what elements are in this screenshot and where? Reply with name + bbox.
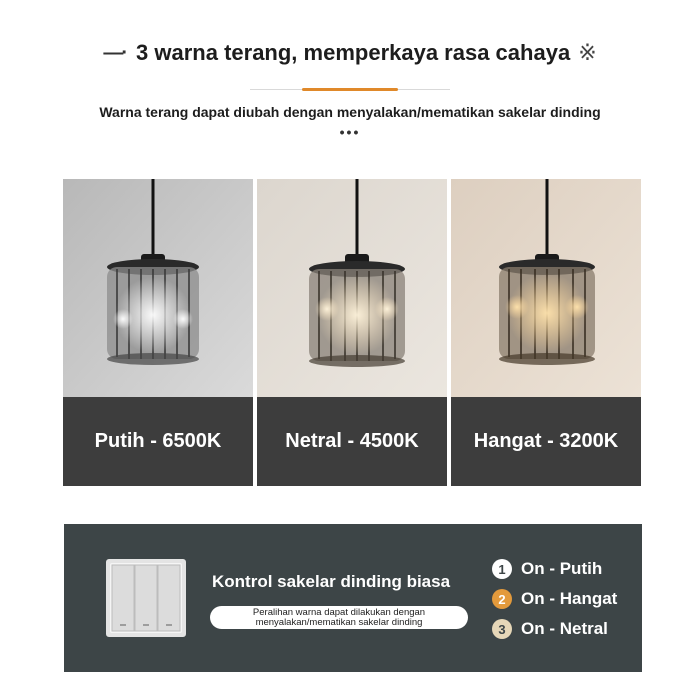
mode-item	[492, 584, 617, 614]
light-panel-neutral	[257, 179, 447, 486]
wall-switch-section	[64, 524, 642, 672]
title-accent-underline	[302, 88, 398, 91]
light-panel-white	[63, 179, 253, 486]
wall-switch-icon	[106, 559, 186, 637]
switch-note-line: menyalakan/mematikan sakelar dinding	[255, 616, 423, 628]
dots-separator: •••	[339, 124, 361, 140]
light-panel-warm	[451, 179, 641, 486]
switch-note-line: Peralihan warna dapat dilakukan dengan	[252, 606, 426, 618]
mode-number-badge: 3	[492, 619, 512, 639]
pendant-lamp-image	[451, 179, 641, 397]
mode-number-badge: 1	[492, 559, 512, 579]
mode-list	[492, 554, 617, 644]
panel-caption: Putih - 6500K	[63, 397, 253, 486]
title-text: 3 warna terang, memperkaya rasa cahaya	[136, 40, 571, 65]
switch-title: Kontrol sakelar dinding biasa	[212, 572, 451, 591]
mode-number-badge: 2	[492, 589, 512, 609]
pendant-lamp-image	[257, 179, 447, 397]
panel-caption: Hangat - 3200K	[451, 397, 641, 486]
reference-mark-icon: ※	[578, 40, 597, 65]
mode-label: On - Putih	[521, 559, 603, 578]
mode-label: On - Netral	[521, 619, 608, 638]
mode-item	[492, 614, 617, 644]
mode-label: On - Hangat	[521, 589, 618, 608]
page-title	[0, 40, 700, 66]
panel-caption: Netral - 4500K	[257, 397, 447, 486]
subtitle: Warna terang dapat diubah dengan menyalakan/mematikan sakelar dinding	[99, 104, 601, 120]
pendant-lamp-image	[63, 179, 253, 397]
title-dash: —·	[103, 41, 127, 64]
switch-note	[210, 606, 468, 629]
mode-item	[492, 554, 617, 584]
